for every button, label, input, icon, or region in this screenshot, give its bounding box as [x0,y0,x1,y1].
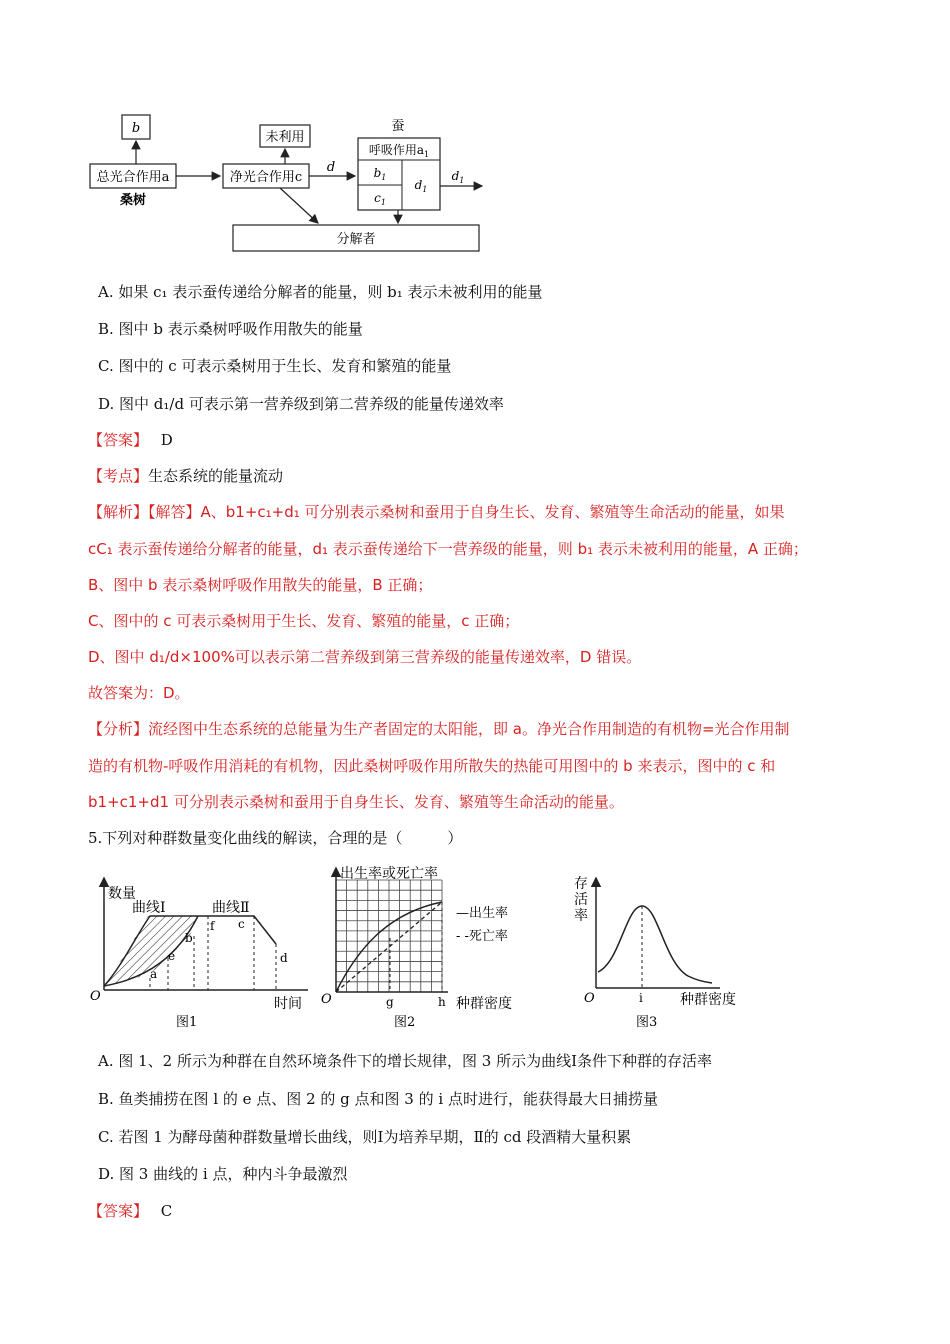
figure-1-population-curves [88,866,318,1036]
q4-analysis-line-2: cC₁ 表示蚕传递给分解者的能量，d₁ 表示蚕传递给下一营养级的能量，则 b₁ 表示未被利用的能量，A 正确； [88,540,808,558]
fig2-point-g: g [386,995,394,1009]
fig3-xlabel: 种群密度 [680,992,736,1008]
q4-answer: 【答案】 D [88,431,173,449]
fig3-point-i: i [639,991,643,1005]
fig2-legend-birth: —出生率 [456,906,509,921]
fig1-caption: 图1 [176,1015,198,1030]
q5-answer: 【答案】 C [88,1202,173,1220]
fig1-point-e: e [168,949,176,963]
fig2-caption: 图2 [394,1015,416,1030]
q4-analysis-line-4: C、图中的 c 可表示桑树用于生长、发育、繁殖的能量，c 正确； [88,612,520,630]
box-decomposer-label: 分解者 [336,232,376,247]
fig3-ylabel-2: 活 [574,892,588,908]
label-mulberry: 桑树 [119,193,147,208]
q4-final-answer: 故答案为：D。 [88,684,190,702]
arrow-d1-label: $d_1$ [451,169,465,185]
q4-analysis-line-5: D、图中 d₁/d×100%可以表示第二营养级到第三营养级的能量传递效率，D 错误。 [88,648,642,666]
figure-3-survival-rate [570,866,770,1036]
q5-option-c: C. 若图 1 为酵母菌种群数量增长曲线，则Ⅰ为培养早期，Ⅱ的 cd 段酒精大量积累 [98,1128,632,1146]
fig1-xlabel: 时间 [274,996,302,1012]
q5-option-d: D. 图 3 曲线的 i 点，种内斗争最激烈 [98,1165,348,1183]
cell-d1: $d_1$ [414,178,428,194]
fig1-point-b: b [185,931,193,945]
fig1-ylabel: 数量 [108,886,136,902]
q4-kaodian: 【考点】生态系统的能量流动 [88,467,284,485]
fig1-point-a: a [150,967,158,981]
fig2-point-h: h [438,995,446,1009]
q4-fenxi-line-3: b1+c1+d1 可分别表示桑树和蚕用于自身生长、发育、繁殖等生命活动的能量。 [88,793,624,811]
fig3-origin: O [584,991,595,1006]
q4-option-d: D. 图中 d₁/d 可表示第一营养级到第二营养级的能量传递效率 [98,395,504,413]
fig2-origin: O [321,992,332,1007]
fig2-ylabel: 出生率或死亡率 [340,866,438,882]
fig2-xlabel: 种群密度 [456,996,512,1012]
fig1-curve2-label: 曲线Ⅱ [212,900,250,916]
fig3-survival-curve [598,906,712,983]
fig3-ylabel-3: 率 [574,908,588,924]
box-unused-label: 未利用 [265,130,305,145]
q4-option-c: C. 图中的 c 可表示桑树用于生长、发育和繁殖的能量 [98,357,452,375]
fig3-ylabel-1: 存 [574,876,588,892]
cell-c1: $c_1$ [374,191,386,207]
q5-option-a: A. 图 1、2 所示为种群在自然环境条件下的增长规律，图 3 所示为曲线Ⅰ条件下种群的存活率 [98,1052,713,1070]
q4-analysis-line-1: 【解析】【解答】A、b1+c₁+d₁ 可分别表示桑树和蚕用于自身生长、发育、繁殖等生命活动的能量，如果 [88,503,785,521]
fig3-caption: 图3 [636,1015,658,1030]
q4-analysis-line-3: B、图中 b 表示桑树呼吸作用散失的能量，B 正确； [88,576,433,594]
q4-option-b: B. 图中 b 表示桑树呼吸作用散失的能量 [98,320,363,338]
fig1-curve1-label: 曲线Ⅰ [132,900,166,916]
q5-stem: 5.下列对种群数量变化曲线的解读，合理的是（ ） [88,829,463,847]
fig1-point-c: c [238,917,245,931]
q4-fenxi-line-2: 造的有机物-呼吸作用消耗的有机物，因此桑树呼吸作用所散失的热能可用图中的 b 来表示，图中的 c 和 [88,757,776,775]
fig1-origin: O [90,989,101,1004]
figure-2-birth-death-rate [318,858,538,1036]
fig2-legend-death: - -死亡率 [456,929,508,944]
fig2-grid [336,880,442,992]
fig1-point-f: f [210,919,215,933]
label-silkworm: 蚕 [391,119,405,134]
box-gross-label: 总光合作用a [96,170,170,185]
arrow-d-label: d [326,160,336,175]
q5-option-b: B. 鱼类捕捞在图 l 的 e 点、图 2 的 g 点和图 3 的 i 点时进行，能获得最大日捕捞量 [98,1090,658,1108]
energy-flow-diagram [80,108,500,258]
q4-option-a: A. 如果 c₁ 表示蚕传递给分解者的能量，则 b₁ 表示未被利用的能量 [98,283,543,301]
fig1-point-d: d [280,951,288,965]
box-b-label: b [131,121,141,136]
box-respiration-label: 呼吸作用$a_1$ [368,143,430,159]
q4-fenxi-line-1: 【分析】流经图中生态系统的总能量为生产者固定的太阳能，即 a。净光合作用制造的有机物=光合作用制 [88,720,790,738]
cell-b1: $b_1$ [373,166,387,182]
box-net-label: 净光合作用c [229,170,303,185]
